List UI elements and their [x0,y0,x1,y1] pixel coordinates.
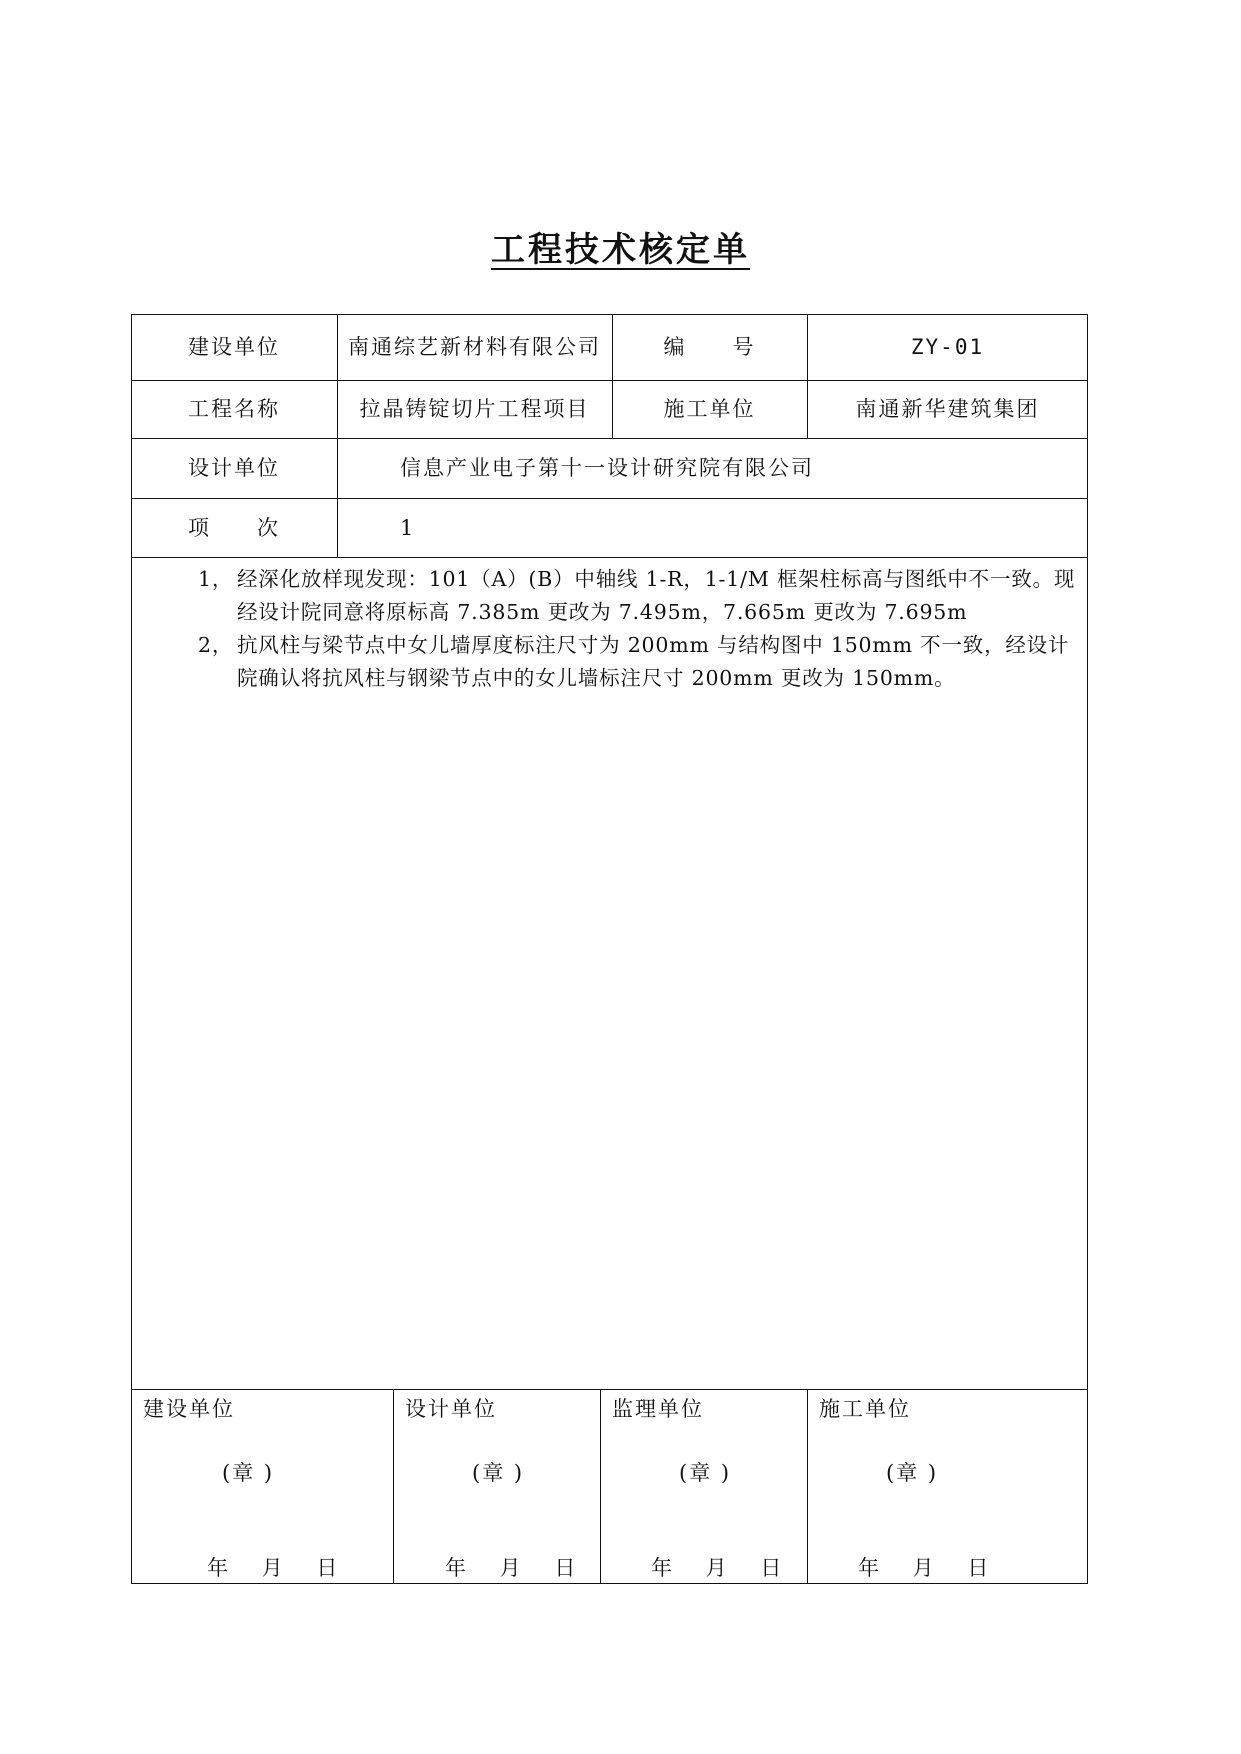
row-divider [131,1389,1088,1390]
construction-unit-label: 建设单位 [188,335,280,359]
signature-date-builder: 年 月 日 [858,1556,991,1580]
content-item [198,563,1084,629]
item-label: 项 次 [188,515,280,540]
design-unit-value: 信息产业电子第十一设计研究院有限公司 [400,456,814,480]
design-unit-label: 设计单位 [188,456,280,480]
signature-seal-design: (章 ) [472,1461,525,1485]
project-name-value: 拉晶铸锭切片工程项目 [359,397,590,421]
signature-seal-construction: (章 ) [222,1461,275,1485]
item-text: 经深化放样现发现：101（A）(B）中轴线 1-R，1-1/M 框架柱标高与图纸中不一致。现经设计院同意将原标高 7.385m 更改为 7.495m，7.665m 更改为 7.695m [237,567,1076,624]
project-name-label: 工程名称 [188,397,280,421]
builder-value: 南通新华建筑集团 [855,397,1040,421]
signature-date-supervision: 年 月 日 [651,1556,784,1580]
item-number: 1， [198,567,234,591]
column-divider [393,1389,394,1584]
item-value: 1 [400,515,416,540]
column-divider [600,1389,601,1584]
signature-seal-supervision: (章 ) [679,1461,732,1485]
signature-date-design: 年 月 日 [445,1556,578,1580]
form-title-wrap [0,222,1241,271]
content-area [198,563,1084,695]
signature-unit-construction: 建设单位 [143,1397,235,1421]
item-text: 抗风柱与梁节点中女儿墙厚度标注尺寸为 200mm 与结构图中 150mm 不一致，经设计院确认将抗风柱与钢梁节点中的女儿墙标注尺寸 200mm 更改为 150mm。 [237,633,1070,690]
signature-unit-supervision: 监理单位 [612,1397,704,1421]
construction-unit-value: 南通综艺新材料有限公司 [348,335,601,359]
form-title: 工程技术核定单 [491,230,750,270]
builder-label: 施工单位 [663,397,756,421]
row-divider [131,557,1088,558]
column-divider [807,1389,808,1584]
signature-unit-builder: 施工单位 [819,1397,911,1421]
content-item [198,629,1084,695]
signature-unit-design: 设计单位 [405,1397,497,1421]
signature-date-construction: 年 月 日 [207,1556,340,1580]
number-label: 编 号 [663,335,756,359]
item-number: 2， [198,633,234,657]
number-value: ZY-01 [910,335,985,359]
signature-seal-builder: (章 ) [886,1461,939,1485]
